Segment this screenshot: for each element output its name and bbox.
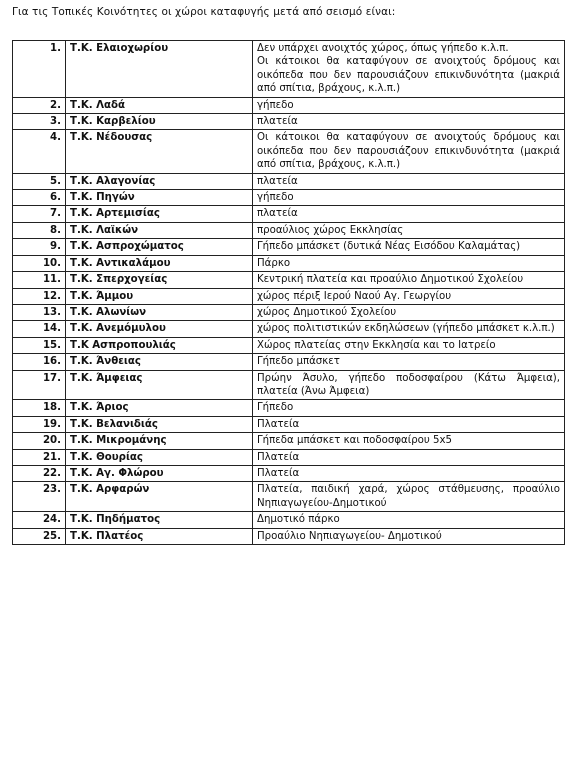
row-number: 15.: [13, 337, 66, 353]
community-name: Τ.Κ. Άμφειας: [66, 370, 253, 400]
row-number: 14.: [13, 321, 66, 337]
refuge-location-text: χώρος Δημοτικού Σχολείου: [257, 306, 397, 318]
table-row: [13, 321, 565, 337]
table-row: [13, 114, 565, 130]
community-name: Τ.Κ. Ελαιοχωρίου: [66, 41, 253, 98]
refuge-location: [253, 222, 565, 238]
refuge-location-text: Πάρκο: [257, 257, 291, 269]
community-name: Τ.Κ. Καρβελίου: [66, 114, 253, 130]
row-number: 12.: [13, 288, 66, 304]
table-row: [13, 173, 565, 189]
row-number: 11.: [13, 272, 66, 288]
refuge-location: [253, 482, 565, 512]
table-row: [13, 433, 565, 449]
row-number: 13.: [13, 304, 66, 320]
community-name: Τ.Κ. Άμμου: [66, 288, 253, 304]
community-name: Τ.Κ. Πλατέος: [66, 528, 253, 544]
row-number: 5.: [13, 173, 66, 189]
table-row: [13, 239, 565, 255]
refuge-location-text: Γήπεδο μπάσκετ: [257, 356, 340, 368]
refuge-location-text: Πλατεία: [257, 451, 300, 463]
refuge-location: [253, 114, 565, 130]
table-row: [13, 449, 565, 465]
community-name: Τ.Κ. Αγ. Φλώρου: [66, 465, 253, 481]
table-row: [13, 482, 565, 512]
refuge-location: [253, 304, 565, 320]
row-number: 4.: [13, 130, 66, 173]
table-row: [13, 354, 565, 370]
table-row: [13, 512, 565, 528]
table-row: [13, 255, 565, 271]
shelter-table: [12, 40, 565, 545]
community-name: Τ.Κ. Βελανιδιάς: [66, 416, 253, 432]
refuge-location: [253, 400, 565, 416]
refuge-location: [253, 528, 565, 544]
refuge-location-text: Οι κάτοικοι θα καταφύγουν σε ανοιχτούς δρόμους και οικόπεδα που δεν παρουσιάζουν επικινδυνότητα (μακριά από σπίτια, βράχους, κ.λ.π.): [257, 132, 560, 171]
row-number: 2.: [13, 97, 66, 113]
table-row: [13, 370, 565, 400]
refuge-location-text: Δεν υπάρχει ανοιχτός χώρος, όπως γήπεδο κ.λ.π. Οι κάτοικοι θα καταφύγουν σε ανοιχτούς δρόμους και οικόπεδα που δεν παρουσιάζουν επικινδυνότητα (μακριά από σπίτια, βράχους, κ.λ.π.): [257, 43, 560, 95]
table-row: [13, 272, 565, 288]
row-number: 9.: [13, 239, 66, 255]
row-number: 7.: [13, 206, 66, 222]
community-name: Τ.Κ. Ασπροχώματος: [66, 239, 253, 255]
refuge-location-text: πλατεία: [257, 208, 298, 220]
community-name: Τ.Κ. Πηγών: [66, 190, 253, 206]
refuge-location-text: πλατεία: [257, 116, 298, 128]
table-row: [13, 465, 565, 481]
community-name: Τ.Κ. Άριος: [66, 400, 253, 416]
refuge-location-text: Γήπεδο: [257, 402, 294, 414]
table-row: [13, 337, 565, 353]
community-name: Τ.Κ. Αρτεμισίας: [66, 206, 253, 222]
refuge-location-text: Πρώην Άσυλο, γήπεδο ποδοσφαίρου (Κάτω Άμφεια), πλατεία (Άνω Άμφεια): [257, 372, 560, 397]
community-name: Τ.Κ. Νέδουσας: [66, 130, 253, 173]
refuge-location: [253, 512, 565, 528]
community-name: Τ.Κ. Μικρομάνης: [66, 433, 253, 449]
community-name: Τ.Κ. Άνθειας: [66, 354, 253, 370]
refuge-location: [253, 370, 565, 400]
row-number: 6.: [13, 190, 66, 206]
row-number: 23.: [13, 482, 66, 512]
row-number: 17.: [13, 370, 66, 400]
row-number: 1.: [13, 41, 66, 98]
row-number: 25.: [13, 528, 66, 544]
community-name: Τ.Κ. Πηδήματος: [66, 512, 253, 528]
table-row: [13, 41, 565, 98]
row-number: 20.: [13, 433, 66, 449]
refuge-location-text: γήπεδο: [257, 192, 294, 204]
refuge-location-text: Πλατεία, παιδική χαρά, χώρος στάθμευσης, προαύλιο Νηπιαγωγείου-Δημοτικού: [257, 484, 560, 509]
refuge-location-text: Δημοτικό πάρκο: [257, 514, 340, 526]
intro-text: Για τις Τοπικές Κοινότητες οι χώροι καταφυγής μετά από σεισμό είναι:: [12, 6, 396, 18]
row-number: 3.: [13, 114, 66, 130]
refuge-location: [253, 465, 565, 481]
row-number: 8.: [13, 222, 66, 238]
refuge-location-text: Γήπεδα μπάσκετ και ποδοσφαίρου 5x5: [257, 435, 453, 447]
community-name: Τ.Κ Ασπροπουλιάς: [66, 337, 253, 353]
table-row: [13, 304, 565, 320]
community-name: Τ.Κ. Λαδά: [66, 97, 253, 113]
table-row: [13, 416, 565, 432]
refuge-location: [253, 41, 565, 98]
table-row: [13, 97, 565, 113]
refuge-location-text: πλατεία: [257, 175, 298, 187]
refuge-location-text: Κεντρική πλατεία και προαύλιο Δημοτικού Σχολείου: [257, 274, 524, 286]
row-number: 24.: [13, 512, 66, 528]
refuge-location-text: Πλατεία: [257, 467, 300, 479]
table-row: [13, 400, 565, 416]
community-name: Τ.Κ. Σπερχογείας: [66, 272, 253, 288]
table-row: [13, 528, 565, 544]
row-number: 10.: [13, 255, 66, 271]
community-name: Τ.Κ. Αρφαρών: [66, 482, 253, 512]
row-number: 18.: [13, 400, 66, 416]
community-name: Τ.Κ. Αλωνίων: [66, 304, 253, 320]
refuge-location-text: χώρος πολιτιστικών εκδηλώσεων (γήπεδο μπάσκετ κ.λ.π.): [257, 323, 555, 335]
refuge-location-text: Γήπεδο μπάσκετ (δυτικά Νέας Εισόδου Καλαμάτας): [257, 241, 521, 253]
refuge-location-text: προαύλιος χώρος Εκκλησίας: [257, 224, 404, 236]
refuge-location: [253, 433, 565, 449]
refuge-location: [253, 449, 565, 465]
refuge-location-text: χώρος πέριξ Ιερού Ναού Αγ. Γεωργίου: [257, 290, 452, 302]
refuge-location: [253, 416, 565, 432]
community-name: Τ.Κ. Ανεμόμυλου: [66, 321, 253, 337]
table-row: [13, 206, 565, 222]
refuge-location: [253, 354, 565, 370]
community-name: Τ.Κ. Αλαγονίας: [66, 173, 253, 189]
table-row: [13, 222, 565, 238]
refuge-location: [253, 206, 565, 222]
community-name: Τ.Κ. Θουρίας: [66, 449, 253, 465]
refuge-location: [253, 130, 565, 173]
row-number: 16.: [13, 354, 66, 370]
refuge-location: [253, 190, 565, 206]
row-number: 22.: [13, 465, 66, 481]
refuge-location: [253, 239, 565, 255]
community-name: Τ.Κ. Λαϊκών: [66, 222, 253, 238]
community-name: Τ.Κ. Αντικαλάμου: [66, 255, 253, 271]
refuge-location: [253, 337, 565, 353]
table-row: [13, 190, 565, 206]
refuge-location: [253, 288, 565, 304]
shelter-table-body: [13, 41, 565, 545]
refuge-location: [253, 272, 565, 288]
row-number: 21.: [13, 449, 66, 465]
refuge-location-text: Χώρος πλατείας στην Εκκλησία και το Ιατρείο: [257, 339, 496, 351]
refuge-location-text: Προαύλιο Νηπιαγωγείου- Δημοτικού: [257, 530, 442, 542]
refuge-location: [253, 255, 565, 271]
table-row: [13, 288, 565, 304]
refuge-location-text: Πλατεία: [257, 418, 300, 430]
refuge-location-text: γήπεδο: [257, 99, 294, 111]
refuge-location: [253, 173, 565, 189]
refuge-location: [253, 97, 565, 113]
refuge-location: [253, 321, 565, 337]
table-row: [13, 130, 565, 173]
row-number: 19.: [13, 416, 66, 432]
